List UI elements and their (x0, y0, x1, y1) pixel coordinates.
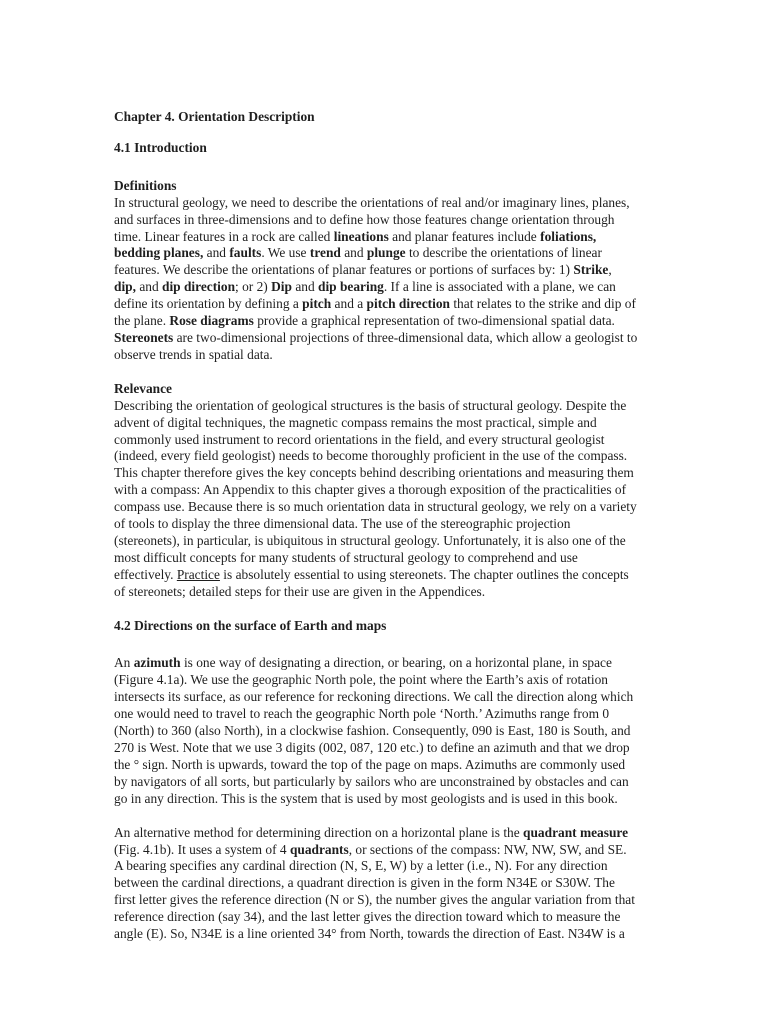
text-run: of stereonets; detailed steps for their use are given in the Appendices. (114, 583, 486, 599)
text-line (114, 516, 659, 533)
bold-term: Strike (573, 262, 609, 278)
text-line (114, 262, 659, 279)
text-line (114, 672, 659, 689)
text-line (114, 347, 659, 364)
text-run: (stereonets), in particular, is ubiquitous in structural geology. Unfortunately, it is also one of the (114, 532, 626, 548)
text-run: and planar features include (388, 228, 541, 244)
definitions-heading: Definitions (114, 177, 177, 193)
text-run: the plane. (114, 313, 170, 329)
text-run: that relates to the strike and dip of (449, 296, 636, 312)
text-run: provide a graphical representation of two-dimensional spatial data. (253, 313, 615, 329)
text-run: intersects its surface, as our reference for reckoning directions. We call the direction along which (114, 689, 634, 705)
text-run: . If a line is associated with a plane, we can (383, 279, 616, 295)
bold-term: lineations (333, 228, 389, 244)
text-run: of tools to display the three dimensional data. The use of the stereographic projection (114, 516, 571, 532)
text-run: This chapter therefore gives the key concepts behind describing orientations and measuring them (114, 465, 634, 481)
text-line (114, 550, 659, 567)
text-line (114, 499, 659, 516)
text-run: time. Linear features in a rock are called (114, 228, 334, 244)
text-run: most difficult concepts for many students of structural geology to comprehend and use (114, 549, 578, 565)
text-line (114, 415, 659, 432)
text-line (114, 875, 659, 892)
bold-term: trend (309, 245, 341, 261)
text-run: and (291, 279, 318, 295)
text-line (114, 465, 659, 482)
bold-term: Stereonets (114, 329, 174, 345)
text-line (114, 858, 659, 875)
text-line (114, 584, 659, 601)
text-line (114, 740, 659, 757)
text-line (114, 791, 659, 808)
text-run: angle (E). So, N34E is a line oriented 34° from North, towards the direction of East. N34W is a (114, 926, 625, 942)
text-run: reference direction (say 34), and the last letter gives the direction toward which to measure the (114, 909, 621, 925)
bold-term: pitch (302, 296, 332, 312)
text-run: the ° sign. North is upwards, toward the top of the page on maps. Azimuths are commonly used (114, 756, 626, 772)
bold-term: bedding planes, (114, 245, 204, 261)
section-4-2-title: 4.2 Directions on the surface of Earth and maps (114, 617, 387, 633)
text-run: by navigators of all sorts, but particularly by sailors who are unconstrained by obstacles and can (114, 773, 629, 789)
text-line (114, 229, 659, 246)
text-line (114, 212, 659, 229)
text-run: and (340, 245, 367, 261)
text-run: go in any direction. This is the system that is used by most geologists and is used in this book. (114, 790, 618, 806)
relevance-paragraph (114, 398, 659, 601)
text-run: 270 is West. Note that we use 3 digits (002, 087, 120 etc.) to define an azimuth and that we drop (114, 740, 630, 755)
bold-term: Rose diagrams (169, 313, 254, 329)
chapter-title: Chapter 4. Orientation Description (114, 109, 315, 124)
text-run: and a (331, 296, 367, 312)
text-run: is absolutely essential to using stereonets. The chapter outlines the concepts (219, 566, 629, 582)
bold-term: quadrant measure (523, 824, 629, 840)
text-run: commonly used instrument to record orientations in the field, and every structural geologist (114, 431, 605, 447)
text-line (114, 842, 659, 859)
text-line (114, 195, 659, 212)
text-run: (North) to 360 (also North), in a clockwise fashion. Consequently, 090 is East, 180 is South, and (114, 723, 631, 739)
quadrant-paragraph (114, 825, 659, 943)
text-line (114, 723, 659, 740)
text-line (114, 482, 659, 499)
text-run: A bearing specifies any cardinal direction (N, S, E, W) by a letter (i.e., N). For any direction (114, 858, 608, 874)
text-line (114, 926, 659, 943)
text-run: (Figure 4.1a). We use the geographic North pole, the point where the Earth’s axis of rotation (114, 672, 608, 688)
text-run: and surfaces in three-dimensions and to define how those features change orientation through (114, 211, 615, 227)
bold-term: dip direction (162, 279, 236, 295)
text-line (114, 909, 659, 926)
text-line (114, 689, 659, 706)
bold-term: Dip (271, 279, 292, 295)
bold-term: dip bearing (318, 279, 384, 295)
text-line (114, 892, 659, 909)
text-run: first letter gives the reference direction (N or S), the number gives the angular variation from that (114, 892, 635, 908)
text-line (114, 330, 659, 347)
text-run: ; or 2) (235, 279, 272, 295)
text-line (114, 245, 659, 262)
text-run: . We use (261, 245, 310, 261)
text-run: compass use. Because there is so much orientation data in structural geology, we rely on a variety (114, 499, 637, 515)
text-run: (indeed, every field geologist) needs to become thoroughly proficient in the use of the compass. (114, 448, 628, 464)
bold-term: dip, (114, 279, 136, 295)
text-run: An (114, 655, 134, 671)
text-line (114, 432, 659, 449)
definitions-paragraph (114, 195, 659, 364)
text-line (114, 398, 659, 415)
text-run: is one way of designating a direction, or bearing, on a horizontal plane, in space (180, 655, 612, 671)
text-run: effectively. (114, 566, 177, 582)
bold-term: pitch direction (366, 296, 450, 312)
text-run: are two-dimensional projections of three-dimensional data, which allow a geologist to (173, 329, 638, 345)
text-line (114, 774, 659, 791)
bold-term: faults (229, 245, 262, 261)
text-run: and (203, 245, 230, 261)
text-line (114, 313, 659, 330)
text-run: , or sections of the compass: NW, NW, SW, and SE. (348, 841, 627, 857)
text-run: An alternative method for determining direction on a horizontal plane is the (114, 824, 524, 840)
text-run: Describing the orientation of geological structures is the basis of structural geology. Despite the (114, 397, 627, 413)
text-line (114, 448, 659, 465)
text-line (114, 279, 659, 296)
underlined-term: Practice (176, 566, 220, 582)
text-line (114, 567, 659, 584)
section-4-1-title: 4.1 Introduction (114, 139, 207, 155)
relevance-heading: Relevance (114, 380, 173, 396)
text-line (114, 706, 659, 723)
text-run: In structural geology, we need to describe the orientations of real and/or imaginary lines, planes, (114, 194, 630, 210)
text-run: with a compass: An Appendix to this chapter gives a thorough exposition of the practicalities of (114, 482, 627, 498)
text-line (114, 533, 659, 550)
text-line (114, 296, 659, 313)
azimuth-paragraph (114, 655, 659, 807)
text-run: one would need to travel to reach the geographic North pole ‘North.’ Azimuths range from 0 (114, 706, 610, 722)
text-run: between the cardinal directions, a quadrant direction is given in the form N34E or S30W. The (114, 875, 615, 891)
page-content (114, 109, 659, 960)
bold-term: azimuth (133, 655, 181, 671)
bold-term: plunge (366, 245, 406, 261)
text-run: advent of digital techniques, the magnetic compass remains the most practical, simple and (114, 414, 597, 430)
text-run: (Fig. 4.1b). It uses a system of 4 (114, 841, 290, 857)
text-run: features. We describe the orientations of planar features or portions of surfaces by: 1) (114, 262, 574, 278)
text-line (114, 757, 659, 774)
text-run: observe trends in spatial data. (114, 346, 273, 362)
text-run: , (608, 262, 612, 278)
text-run: define its orientation by defining a (114, 296, 303, 312)
text-run: to describe the orientations of linear (405, 245, 602, 261)
text-line (114, 655, 659, 672)
bold-term: quadrants (289, 841, 349, 857)
text-run: and (135, 279, 162, 295)
bold-term: foliations, (540, 228, 597, 244)
text-line (114, 825, 659, 842)
